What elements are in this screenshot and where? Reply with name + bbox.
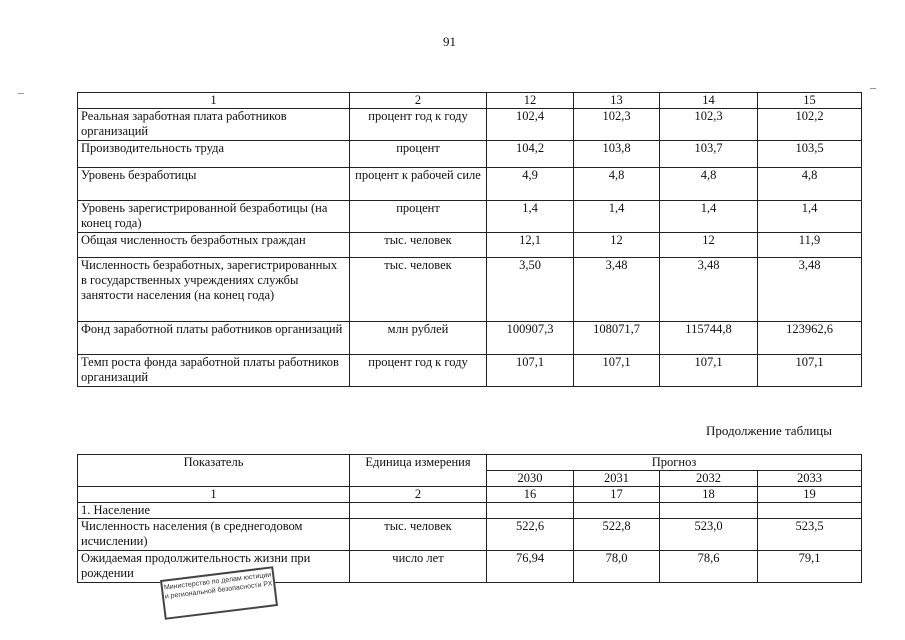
- header-year: 2032: [660, 471, 758, 487]
- unit: процент: [350, 141, 487, 168]
- indicator-name: Уровень безработицы: [78, 168, 350, 201]
- value-cell: 1,4: [487, 201, 574, 233]
- margin-mark-left: [18, 93, 24, 94]
- value-cell: 523,0: [660, 519, 758, 551]
- value-cell: 522,8: [574, 519, 660, 551]
- value-cell: 103,7: [660, 141, 758, 168]
- value-cell: 115744,8: [660, 322, 758, 355]
- indicator-name: Общая численность безработных граждан: [78, 233, 350, 258]
- indicator-name: Ожидаемая продолжительность жизни при рождении: [78, 551, 350, 583]
- value-cell: 1,4: [660, 201, 758, 233]
- value-cell: 1,4: [574, 201, 660, 233]
- unit: тыс. человек: [350, 519, 487, 551]
- value-cell: 523,5: [758, 519, 862, 551]
- unit: процент год к году: [350, 355, 487, 387]
- value-cell: 107,1: [487, 355, 574, 387]
- table-row: [78, 355, 862, 387]
- empty-cell: [660, 503, 758, 519]
- table-row: [78, 109, 862, 141]
- column-number: 14: [660, 93, 758, 109]
- value-cell: 4,8: [758, 168, 862, 201]
- value-cell: 103,5: [758, 141, 862, 168]
- indicator-name: Фонд заработной платы работников организаций: [78, 322, 350, 355]
- value-cell: 4,9: [487, 168, 574, 201]
- empty-cell: [487, 503, 574, 519]
- column-number: 19: [758, 487, 862, 503]
- table-row: [78, 258, 862, 322]
- table-row: [78, 322, 862, 355]
- unit: процент: [350, 201, 487, 233]
- indicator-name: Темп роста фонда заработной платы работников организаций: [78, 355, 350, 387]
- table-row: [78, 201, 862, 233]
- unit: млн рублей: [350, 322, 487, 355]
- column-number: 15: [758, 93, 862, 109]
- page-number: 91: [443, 34, 456, 49]
- table-header-row: [78, 455, 862, 471]
- unit: число лет: [350, 551, 487, 583]
- unit: тыс. человек: [350, 233, 487, 258]
- column-number: 16: [487, 487, 574, 503]
- indicators-table-top: [77, 92, 862, 387]
- indicator-name: Производительность труда: [78, 141, 350, 168]
- empty-cell: [758, 503, 862, 519]
- value-cell: 123962,6: [758, 322, 862, 355]
- column-number: 18: [660, 487, 758, 503]
- value-cell: 79,1: [758, 551, 862, 583]
- value-cell: 12: [660, 233, 758, 258]
- unit: тыс. человек: [350, 258, 487, 322]
- value-cell: 100907,3: [487, 322, 574, 355]
- value-cell: 107,1: [574, 355, 660, 387]
- value-cell: 108071,7: [574, 322, 660, 355]
- value-cell: 3,50: [487, 258, 574, 322]
- registration-stamp: Министерство по делам юстиции и региональной безопасности РХ: [160, 566, 278, 620]
- indicator-name: Численность населения (в среднегодовом исчислении): [78, 519, 350, 551]
- header-indicator: Показатель: [78, 455, 350, 487]
- column-number: 2: [350, 93, 487, 109]
- value-cell: 107,1: [758, 355, 862, 387]
- header-year: 2030: [487, 471, 574, 487]
- section-row: [78, 503, 862, 519]
- header-unit: Единица измерения: [350, 455, 487, 487]
- column-number: 1: [78, 93, 350, 109]
- margin-mark-right: [870, 88, 876, 89]
- value-cell: 1,4: [758, 201, 862, 233]
- table-number-row: [78, 487, 862, 503]
- header-year: 2031: [574, 471, 660, 487]
- empty-cell: [350, 503, 487, 519]
- unit: процент к рабочей силе: [350, 168, 487, 201]
- table-continuation-caption: Продолжение таблицы: [706, 423, 832, 438]
- value-cell: 12: [574, 233, 660, 258]
- value-cell: 103,8: [574, 141, 660, 168]
- value-cell: 78,0: [574, 551, 660, 583]
- table-header-row: [78, 93, 862, 109]
- value-cell: 78,6: [660, 551, 758, 583]
- unit: процент год к году: [350, 109, 487, 141]
- column-number: 17: [574, 487, 660, 503]
- value-cell: 3,48: [660, 258, 758, 322]
- column-number: 2: [350, 487, 487, 503]
- table-row: [78, 519, 862, 551]
- indicator-name: Уровень зарегистрированной безработицы (на конец года): [78, 201, 350, 233]
- empty-cell: [574, 503, 660, 519]
- value-cell: 107,1: [660, 355, 758, 387]
- value-cell: 102,3: [574, 109, 660, 141]
- value-cell: 102,3: [660, 109, 758, 141]
- value-cell: 3,48: [758, 258, 862, 322]
- indicator-name: Численность безработных, зарегистрированных в государственных учреждениях службы занятости населения (на конец года): [78, 258, 350, 322]
- column-number: 13: [574, 93, 660, 109]
- header-forecast: Прогноз: [487, 455, 862, 471]
- value-cell: 3,48: [574, 258, 660, 322]
- value-cell: 522,6: [487, 519, 574, 551]
- table-row: [78, 233, 862, 258]
- section-title: 1. Население: [78, 503, 350, 519]
- value-cell: 4,8: [574, 168, 660, 201]
- indicator-name: Реальная заработная плата работников организаций: [78, 109, 350, 141]
- column-number: 1: [78, 487, 350, 503]
- value-cell: 12,1: [487, 233, 574, 258]
- header-year: 2033: [758, 471, 862, 487]
- indicators-table-bottom: [77, 454, 862, 583]
- value-cell: 102,2: [758, 109, 862, 141]
- table-row: [78, 141, 862, 168]
- value-cell: 102,4: [487, 109, 574, 141]
- value-cell: 11,9: [758, 233, 862, 258]
- value-cell: 4,8: [660, 168, 758, 201]
- value-cell: 76,94: [487, 551, 574, 583]
- column-number: 12: [487, 93, 574, 109]
- value-cell: 104,2: [487, 141, 574, 168]
- table-row: [78, 168, 862, 201]
